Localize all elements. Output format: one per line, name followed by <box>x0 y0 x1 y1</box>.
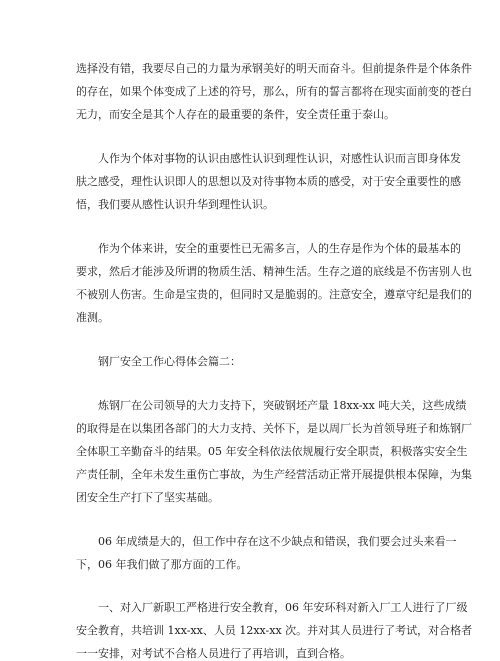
text-line: 全体职工辛勤奋斗的结果。05 年安全科依法依规履行安全职责，积极落实安全生 <box>76 445 468 458</box>
text-line: 的存在，如果个体变成了上述的符号，那么，所有的誓言都将在现实面前变的苍白 <box>76 85 472 98</box>
text-line: 人作为个体对事物的认识由感性认识到理性认识，对感性认识而言即身体发 <box>98 152 461 165</box>
text-line: 准测。 <box>76 311 109 324</box>
text-line: 作为个体来讲，安全的重要性已无需多言，人的生存是作为个体的最基本的 <box>98 242 461 255</box>
text-line: 的取得是在以集团各部门的大力支持、关怀下，是以周厂长为首领导班子和炼钢厂 <box>76 422 472 435</box>
text-line: 安全教育，共培训 1xx-xx、人员 12xx-xx 次。并对其人员进行了考试，对合格者 <box>76 624 473 637</box>
text-line: 团安全生产打下了坚实基础。 <box>76 491 219 504</box>
text-line: 产责任制，全年未发生重伤亡事故，为生产经营活动正常开展提供根本保障，为集 <box>76 468 472 481</box>
text-line: 炼钢厂在公司领导的大力支持下，突破钢坯产量 18xx-xx 吨大关，这些成绩 <box>98 399 467 412</box>
text-line: 一一安排，对考试不合格人员进行了再培训，直到合格。 <box>76 647 351 660</box>
text-line: 一、对入厂新职工严格进行安全教育，06 年安环科对新入厂工人进行了厂级 <box>98 601 468 614</box>
text-line: 下，06 年我们做了那方面的工作。 <box>76 558 248 571</box>
text-line: 悟，我们要从感性认识升华到理性认识。 <box>76 198 274 211</box>
text-line: 肤之感受，理性认识即人的思想以及对待事物本质的感受，对于安全重要性的感 <box>76 175 461 188</box>
text-line: 要求，然后才能涉及所谓的物质生活、精神生活。生存之道的底线是不伤害别人也 <box>76 265 472 278</box>
section-heading: 钢厂安全工作心得体会篇二： <box>98 355 241 368</box>
text-line: 不被别人伤害。生命是宝贵的，但同时又是脆弱的。注意安全，遵章守纪是我们的 <box>76 288 472 301</box>
text-line: 无力，而安全是其个人存在的最重要的条件，安全责任重于泰山。 <box>76 108 395 121</box>
text-line: 选择没有错，我要尽自己的力量为承钢美好的明天而奋斗。但前提条件是个体条件 <box>76 62 472 75</box>
text-line: 06 年成绩是大的，但工作中存在这不少缺点和错误，我们要会过头来看一 <box>98 535 457 548</box>
